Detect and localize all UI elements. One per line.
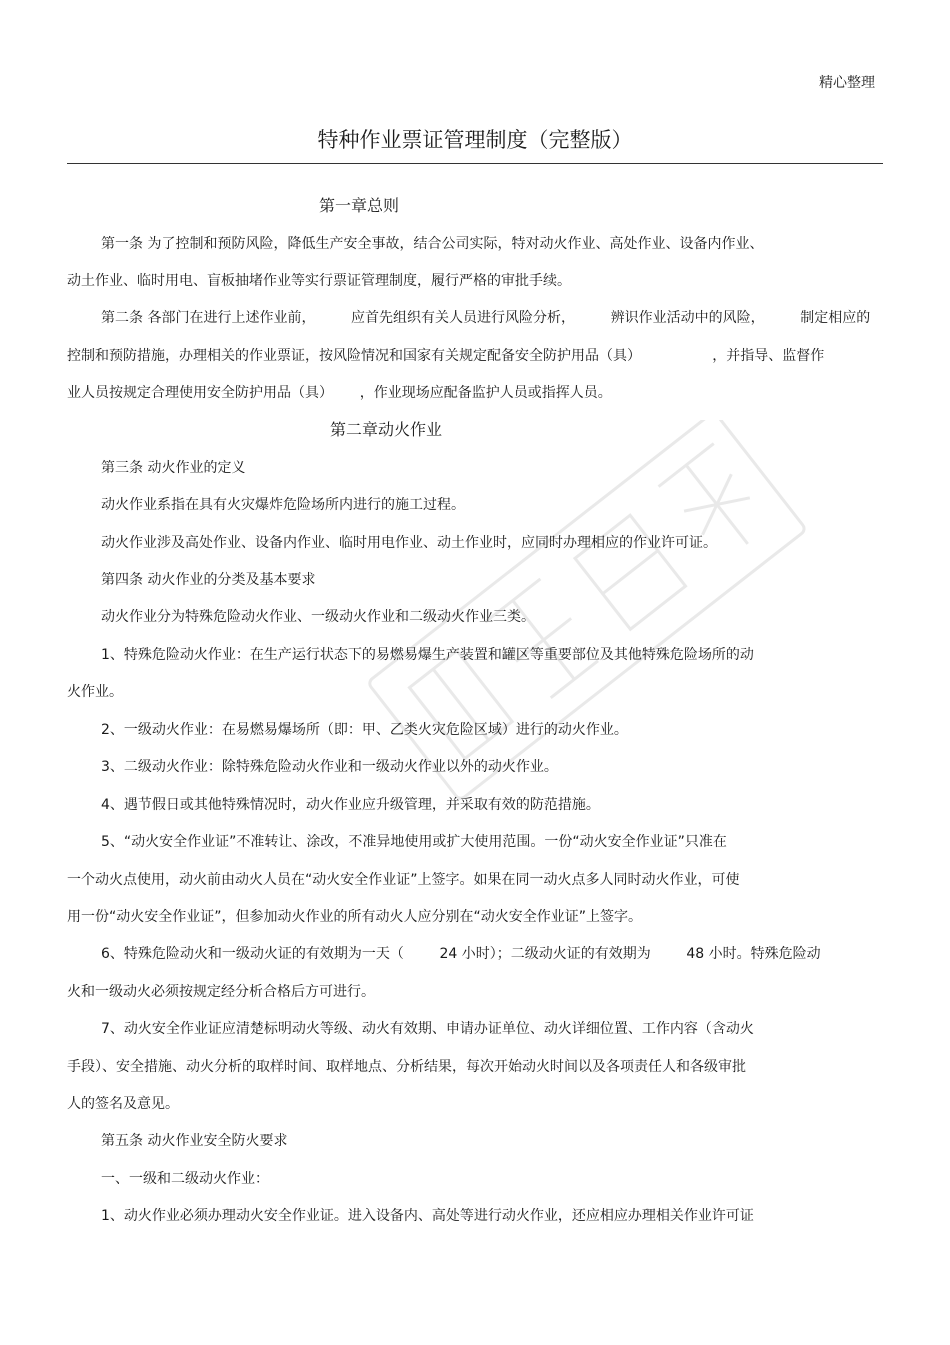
paragraph-line: 第一条 为了控制和预防风险，降低生产安全事故，结合公司实际，特对动火作业、高处作业、设备内作业、 [101,236,764,252]
paragraph-line: 2、一级动火作业：在易燃易爆场所（即：甲、乙类火灾危险区域）进行的动火作业。 [101,722,628,738]
paragraph-line: 3、二级动火作业：除特殊危险动火作业和一级动火作业以外的动火作业。 [101,759,558,775]
paragraph-line: 7、动火安全作业证应清楚标明动火等级、动火有效期、申请办证单位、动火详细位置、工作内容（含动火 [101,1021,754,1037]
paragraph-line: 一个动火点使用，动火前由动火人员在“动火安全作业证”上签字。如果在同一动火点多人同时动火作业，可使 [67,872,740,888]
paragraph-line: 1、动火作业必须办理动火安全作业证。进入设备内、高处等进行动火作业，还应相应办理相关作业许可证 [101,1208,754,1224]
paragraph-line: 人的签名及意见。 [67,1096,179,1112]
paragraph-line: 火和一级动火必须按规定经分析合格后方可进行。 [67,984,375,1000]
chapter-heading: 第二章动火作业 [330,420,443,439]
paragraph-line: 火作业。 [67,684,123,700]
paragraph-line: 5、“动火安全作业证”不准转让、涂改，不准异地使用或扩大使用范围。一份“动火安全作业证”只准在 [101,834,727,850]
paragraph-line: 手段）、安全措施、动火分析的取样时间、取样地点、分析结果，每次开始动火时间以及各项责任人和各级审批 [67,1059,746,1075]
paragraph-line: 1、特殊危险动火作业：在生产运行状态下的易燃易爆生产装置和罐区等重要部位及其他特殊危险场所的动 [101,647,754,663]
paragraph-line: 第二条 各部门在进行上述作业前， 应首先组织有关人员进行风险分析， 辨识作业活动中的风险， 制定相应的 [101,310,871,326]
paragraph-line: 控制和预防措施，办理相关的作业票证，按风险情况和国家有关规定配备安全防护用品（具） ，并指导、监督作 [67,348,825,364]
paragraph-line: 动火作业分为特殊危险动火作业、一级动火作业和二级动火作业三类。 [101,609,535,625]
document-title: 特种作业票证管理制度（完整版） [317,128,633,152]
title-divider [67,163,883,164]
paragraph-line: 动火作业涉及高处作业、设备内作业、临时用电作业、动土作业时，应同时办理相应的作业许可证。 [101,535,717,551]
article-heading: 第四条 动火作业的分类及基本要求 [101,572,316,588]
paragraph-line: 4、遇节假日或其他特殊情况时，动火作业应升级管理，并采取有效的防范措施。 [101,797,600,813]
article-heading: 第三条 动火作业的定义 [101,460,246,476]
paragraph-line: 动火作业系指在具有火灾爆炸危险场所内进行的施工过程。 [101,497,465,513]
header-note: 精心整理 [819,75,875,91]
article-heading: 第五条 动火作业安全防火要求 [101,1133,288,1149]
paragraph-line: 动土作业、临时用电、盲板抽堵作业等实行票证管理制度，履行严格的审批手续。 [67,273,571,289]
paragraph-line: 用一份“动火安全作业证”，但参加动火作业的所有动火人应分别在“动火安全作业证”上签字。 [67,909,643,925]
paragraph-line: 6、特殊危险动火和一级动火证的有效期为一天（ 24 小时）；二级动火证的有效期为 48 小时。特殊危险动 [101,946,821,962]
chapter-heading: 第一章总则 [319,196,400,215]
paragraph-line: 业人员按规定合理使用安全防护用品（具） ，作业现场应配备监护人员或指挥人员。 [67,385,612,401]
paragraph-line: 一、一级和二级动火作业： [101,1171,269,1187]
